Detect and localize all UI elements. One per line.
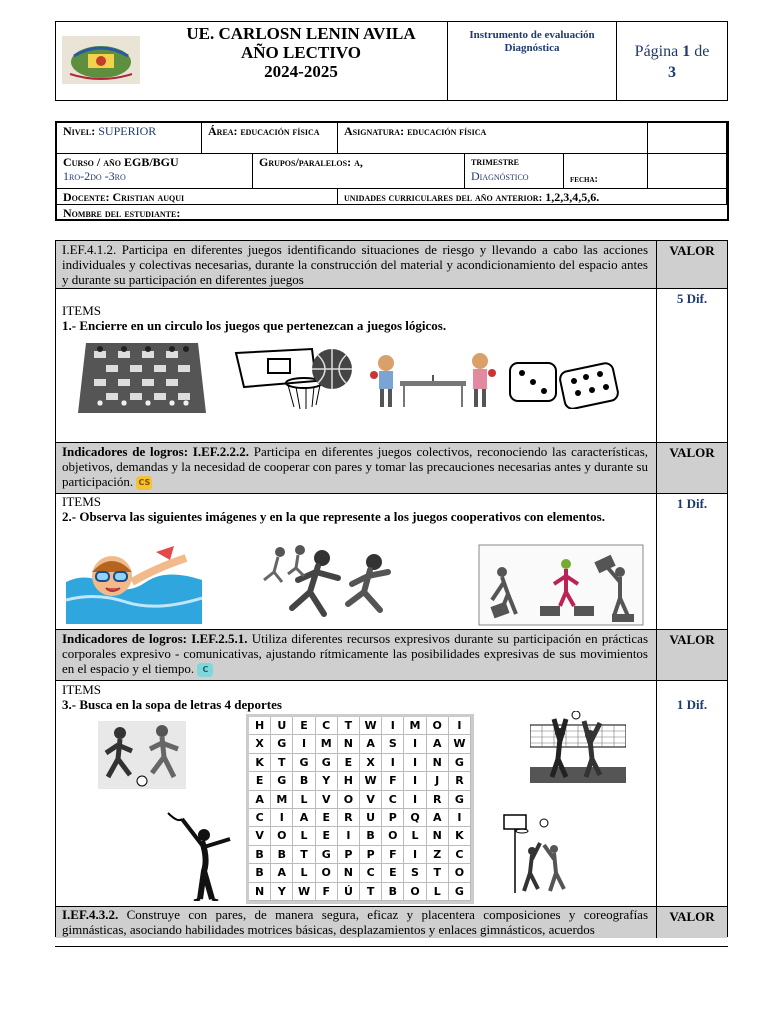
word-search-letter[interactable]: I	[449, 809, 471, 826]
ping-pong-image[interactable]	[370, 349, 496, 411]
word-search-letter[interactable]: N	[338, 864, 360, 881]
word-search-letter[interactable]: W	[293, 883, 315, 900]
word-search-letter[interactable]: Ú	[338, 883, 360, 900]
word-search-letter[interactable]: K	[449, 827, 471, 844]
word-search-letter[interactable]: F	[382, 846, 404, 863]
word-search-letter[interactable]: B	[249, 864, 271, 881]
word-search-letter[interactable]: C	[316, 717, 338, 734]
word-search-letter[interactable]: I	[404, 735, 426, 752]
word-search-row	[249, 772, 471, 790]
word-search-letter[interactable]: F	[382, 772, 404, 789]
page-cell	[617, 22, 727, 100]
word-search-letter[interactable]: E	[316, 809, 338, 826]
q3-item-row	[56, 681, 727, 907]
basketball-hoop-image[interactable]	[234, 347, 356, 411]
word-search-letter[interactable]: S	[382, 735, 404, 752]
word-search-letter[interactable]: N	[249, 883, 271, 900]
word-search-letter[interactable]: P	[382, 809, 404, 826]
asignatura-cell: Asignatura: educación física	[338, 123, 648, 154]
school-title	[156, 24, 446, 81]
curso-cell: Curso / año EGB/BGU 1ro-2do -3ro	[57, 154, 253, 189]
word-search-letter[interactable]: A	[293, 809, 315, 826]
word-search-letter[interactable]: K	[249, 754, 271, 771]
word-search-letter[interactable]: I	[404, 791, 426, 808]
instrument-title: Instrumento de evaluación	[469, 29, 595, 41]
unidades-cell: unidades curriculares del año anterior: 1,2,3,4,5,6.	[338, 189, 727, 205]
q1-question: 1.- Encierre en un circulo los juegos que pertenezcan a juegos lógicos.	[62, 318, 447, 333]
word-search-letter[interactable]: R	[427, 791, 449, 808]
q1-score: 5 Dif.	[656, 289, 727, 442]
grupos-cell: Grupos/paralelos: a,	[253, 154, 465, 189]
page-indicator: Página 1 de 3	[634, 43, 710, 81]
word-search-letter[interactable]: S	[404, 864, 426, 881]
word-search-letter[interactable]: T	[360, 883, 382, 900]
word-search-letter[interactable]: B	[271, 846, 293, 863]
word-search-letter[interactable]: X	[360, 754, 382, 771]
word-search-letter[interactable]: T	[338, 717, 360, 734]
word-search-letter[interactable]: V	[360, 791, 382, 808]
word-search-letter[interactable]: G	[449, 883, 471, 900]
word-search-letter[interactable]: Q	[404, 809, 426, 826]
q3-question: 3.- Busca en la sopa de letras 4 deportes	[62, 697, 282, 712]
area-cell: Área: educación física	[202, 123, 338, 154]
dice-image[interactable]	[506, 357, 622, 409]
word-search-row	[249, 827, 471, 845]
q2-items-label: ITEMS	[62, 494, 101, 509]
word-search-letter[interactable]: T	[271, 754, 293, 771]
word-search-letter[interactable]: V	[316, 791, 338, 808]
q1-indicator-row	[56, 241, 727, 289]
word-search-letter[interactable]: W	[449, 735, 471, 752]
q1-valor-label: VALOR	[656, 241, 727, 288]
q4-valor-label: VALOR	[656, 907, 727, 938]
word-search-letter[interactable]: N	[338, 735, 360, 752]
word-search-row	[249, 754, 471, 772]
q2-indicator-text: Indicadores de logros: I.EF.2.2.2. Participa en diferentes juegos colectivos, reconociendo las características, objetivos, demandas y la necesidad de cooperar con pares y tomar las precauciones necesarias antes y durante su participación. CS	[62, 444, 649, 489]
word-search-letter[interactable]: G	[293, 754, 315, 771]
word-search-grid[interactable]	[246, 714, 474, 904]
word-search-letter[interactable]: Z	[427, 846, 449, 863]
word-search-letter[interactable]: M	[404, 717, 426, 734]
trimestre-cell: trimestre Diagnóstico	[465, 154, 564, 189]
word-search-letter[interactable]: L	[293, 827, 315, 844]
word-search-letter[interactable]: G	[449, 754, 471, 771]
q3-content	[62, 682, 648, 712]
word-search-letter[interactable]: L	[404, 827, 426, 844]
word-search-row	[249, 791, 471, 809]
word-search-letter[interactable]: O	[338, 791, 360, 808]
q4-indicator-text: I.EF.4.3.2. Construye con pares, de manera segura, eficaz y placentera composiciones y coreografías gimnásticas, asociando habilidades motrices básicas, desplazamientos y enlaces gimnásticos, acuerdos	[62, 907, 649, 937]
word-search-letter[interactable]: E	[293, 717, 315, 734]
word-search-letter[interactable]: E	[382, 864, 404, 881]
word-search-letter[interactable]: G	[316, 846, 338, 863]
q1-item-row	[56, 289, 727, 443]
q2-score: 1 Dif.	[656, 494, 727, 629]
word-search-letter[interactable]: I	[404, 754, 426, 771]
word-search-letter[interactable]: L	[293, 791, 315, 808]
page-bottom-rule	[55, 946, 728, 947]
word-search-row	[249, 864, 471, 882]
q2-content	[62, 494, 648, 524]
word-search-letter[interactable]: N	[427, 754, 449, 771]
word-search-letter[interactable]: O	[449, 864, 471, 881]
word-search-letter[interactable]: I	[404, 772, 426, 789]
q1-items-label: ITEMS	[62, 303, 101, 318]
word-search-letter[interactable]: R	[449, 772, 471, 789]
cs-sticker-icon: CS	[136, 476, 152, 490]
word-search-letter[interactable]: T	[293, 846, 315, 863]
word-search-letter[interactable]: I	[382, 754, 404, 771]
q3-indicator-text: Indicadores de logros: I.EF.2.5.1. Utiliza diferentes recursos expresivos durante su participación en prácticas corporales expresivo - comunicativas, ajustando rítmicamente las posibilidades expresivas de sus movimientos en el espacio y el tiempo. C	[62, 631, 649, 676]
nombre-cell: Nombre del estudiante:	[63, 206, 181, 220]
q3-indicator-row	[56, 630, 727, 681]
word-search-letter[interactable]: X	[249, 735, 271, 752]
word-search-letter[interactable]: C	[249, 809, 271, 826]
word-search-row	[249, 809, 471, 827]
nivel-cell: Nivel: SUPERIOR	[57, 123, 202, 154]
word-search-letter[interactable]: U	[360, 809, 382, 826]
docente-cell: Docente: Cristian auqui	[57, 189, 338, 205]
soccer-image[interactable]	[98, 721, 186, 789]
swimmer-image[interactable]	[66, 542, 202, 624]
word-search-letter[interactable]: Y	[316, 772, 338, 789]
fecha-cell: fecha:	[564, 154, 648, 189]
word-search-letter[interactable]: I	[404, 846, 426, 863]
word-search-letter[interactable]: M	[271, 791, 293, 808]
header-table	[55, 21, 728, 101]
word-search-letter[interactable]: R	[338, 809, 360, 826]
word-search-letter[interactable]: B	[360, 827, 382, 844]
runners-image[interactable]	[252, 544, 412, 626]
word-search-letter[interactable]: A	[427, 735, 449, 752]
word-search-letter[interactable]: H	[249, 717, 271, 734]
word-search-row	[249, 883, 471, 901]
basketball-players-image[interactable]	[500, 813, 570, 895]
q3-items-label: ITEMS	[62, 682, 101, 697]
q3-valor-label: VALOR	[656, 630, 727, 680]
word-search-letter[interactable]: L	[293, 864, 315, 881]
school-name: UE. CARLOSN LENIN AVILA	[186, 24, 416, 43]
word-search-letter[interactable]: B	[293, 772, 315, 789]
word-search-letter[interactable]: O	[382, 827, 404, 844]
q2-item-row	[56, 494, 727, 630]
word-search-letter[interactable]: A	[427, 809, 449, 826]
word-search-letter[interactable]: O	[427, 717, 449, 734]
word-search-letter[interactable]: N	[427, 827, 449, 844]
q1-content	[62, 303, 648, 333]
word-search-letter[interactable]: C	[382, 791, 404, 808]
word-search-letter[interactable]: E	[316, 827, 338, 844]
word-search-letter[interactable]: E	[249, 772, 271, 789]
word-search-letter[interactable]: G	[316, 754, 338, 771]
q2-question: 2.- Observa las siguientes imágenes y en la que represente a los juegos cooperativos con elementos.	[62, 509, 605, 524]
instrument-cell	[448, 22, 617, 100]
word-search-letter[interactable]: W	[360, 717, 382, 734]
word-search-letter[interactable]: A	[360, 735, 382, 752]
word-search-letter[interactable]: Y	[271, 883, 293, 900]
q2-valor-label: VALOR	[656, 443, 727, 493]
word-search-row	[249, 846, 471, 864]
word-search-letter[interactable]: B	[249, 846, 271, 863]
word-search-row	[249, 717, 471, 735]
cooperative-blocks-image[interactable]	[478, 544, 644, 626]
word-search-letter[interactable]: F	[316, 883, 338, 900]
q1-indicator-text: I.EF.4.1.2. Participa en diferentes juegos identificando situaciones de riesgo y llevando a cabo las acciones individuales y colectivas necesarias, durante la construcción del material y acondicionamiento del espacio antes y durante su participación en diferentes juegos	[62, 242, 648, 287]
word-search-letter[interactable]: I	[449, 717, 471, 734]
word-search-letter[interactable]: W	[360, 772, 382, 789]
word-search-letter[interactable]: C	[360, 864, 382, 881]
word-search-letter[interactable]: O	[316, 864, 338, 881]
word-search-letter[interactable]: G	[449, 791, 471, 808]
gymnast-image[interactable]	[164, 809, 238, 901]
word-search-letter[interactable]: V	[249, 827, 271, 844]
word-search-letter[interactable]: B	[382, 883, 404, 900]
school-logo-icon	[62, 36, 140, 84]
word-search-row	[249, 735, 471, 753]
school-year-label: AÑO LECTIVO	[240, 43, 362, 62]
word-search-letter[interactable]: I	[271, 809, 293, 826]
word-search-letter[interactable]: I	[382, 717, 404, 734]
word-search-letter[interactable]: H	[338, 772, 360, 789]
word-search-letter[interactable]: A	[249, 791, 271, 808]
word-search-letter[interactable]: G	[271, 772, 293, 789]
word-search-letter[interactable]: T	[427, 864, 449, 881]
word-search-letter[interactable]: P	[360, 846, 382, 863]
q4-indicator-row	[56, 907, 727, 938]
word-search-letter[interactable]: E	[338, 754, 360, 771]
q2-indicator-row	[56, 443, 727, 494]
word-search-letter[interactable]: A	[271, 864, 293, 881]
chess-board-image[interactable]	[76, 339, 208, 417]
word-search-letter[interactable]: L	[427, 883, 449, 900]
word-search-letter[interactable]: C	[449, 846, 471, 863]
word-search-letter[interactable]: I	[338, 827, 360, 844]
word-search-letter[interactable]: J	[427, 772, 449, 789]
instrument-type: Diagnóstica	[504, 42, 560, 54]
q3-score: 1 Dif.	[656, 681, 727, 906]
word-search-letter[interactable]: I	[293, 735, 315, 752]
c-sticker-icon: C	[197, 663, 213, 677]
school-cell	[56, 22, 448, 100]
volleyball-image[interactable]	[530, 711, 626, 783]
word-search-letter[interactable]: U	[271, 717, 293, 734]
nivel-value: SUPERIOR	[98, 124, 157, 138]
word-search-letter[interactable]: G	[271, 735, 293, 752]
evaluation-items-table	[55, 240, 728, 937]
student-info-table	[55, 121, 729, 221]
word-search-letter[interactable]: M	[316, 735, 338, 752]
word-search-letter[interactable]: O	[271, 827, 293, 844]
school-year: 2024-2025	[264, 62, 338, 81]
word-search-letter[interactable]: O	[404, 883, 426, 900]
docente-value: Cristian auqui	[112, 190, 185, 204]
word-search-letter[interactable]: P	[338, 846, 360, 863]
